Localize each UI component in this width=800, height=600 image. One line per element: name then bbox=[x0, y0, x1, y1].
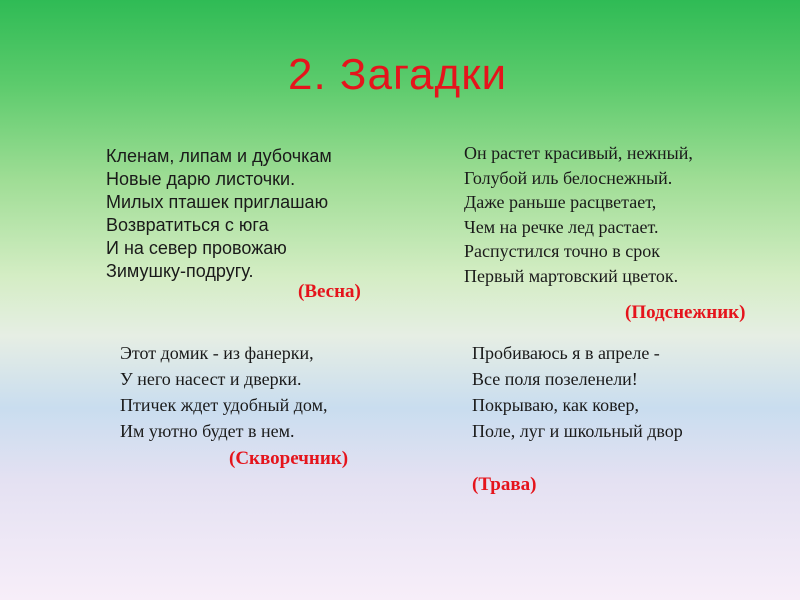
riddle-line: Чем на речке лед растает. bbox=[464, 216, 659, 237]
riddle-line: Первый мартовский цветок. bbox=[464, 265, 679, 286]
riddle-line: Этот домик - из фанерки, bbox=[120, 343, 314, 363]
riddle-grass bbox=[472, 340, 683, 444]
riddle-line: И на север провожаю bbox=[106, 238, 287, 258]
riddle-answer: (Трава) bbox=[472, 474, 537, 495]
riddle-line: Им уютно будет в нем. bbox=[120, 421, 295, 441]
riddle-line: Кленам, липам и дубочкам bbox=[106, 146, 332, 166]
riddle-spring bbox=[106, 145, 332, 283]
riddle-line: Все поля позеленели! bbox=[472, 369, 638, 389]
riddle-line: Пробиваюсь я в апреле - bbox=[472, 343, 660, 363]
slide-title: 2. Загадки bbox=[288, 50, 508, 99]
riddle-line: Распустился точно в срок bbox=[464, 241, 660, 261]
riddle-answer: (Подснежник) bbox=[625, 302, 746, 323]
riddle-birdhouse bbox=[120, 340, 327, 444]
riddle-line: Голубой иль белоснежный. bbox=[464, 167, 673, 188]
riddle-answer: (Весна) bbox=[298, 281, 361, 302]
riddle-line: У него насест и дверки. bbox=[120, 369, 302, 389]
riddle-line: Поле, луг и школьный двор bbox=[472, 421, 683, 441]
riddle-line: Возвратиться с юга bbox=[106, 215, 269, 235]
riddle-line: Птичек ждет удобный дом, bbox=[120, 395, 328, 415]
riddle-line: Даже раньше расцветает, bbox=[464, 192, 657, 212]
riddle-line: Он растет красивый, нежный, bbox=[464, 143, 693, 163]
riddle-answer: (Скворечник) bbox=[229, 448, 349, 469]
riddle-snowdrop bbox=[464, 141, 693, 288]
riddle-line: Милых пташек приглашаю bbox=[106, 192, 329, 212]
riddle-line: Зимушку-подругу. bbox=[106, 261, 254, 281]
riddle-line: Покрываю, как ковер, bbox=[472, 395, 639, 415]
riddle-line: Новые дарю листочки. bbox=[106, 169, 296, 189]
